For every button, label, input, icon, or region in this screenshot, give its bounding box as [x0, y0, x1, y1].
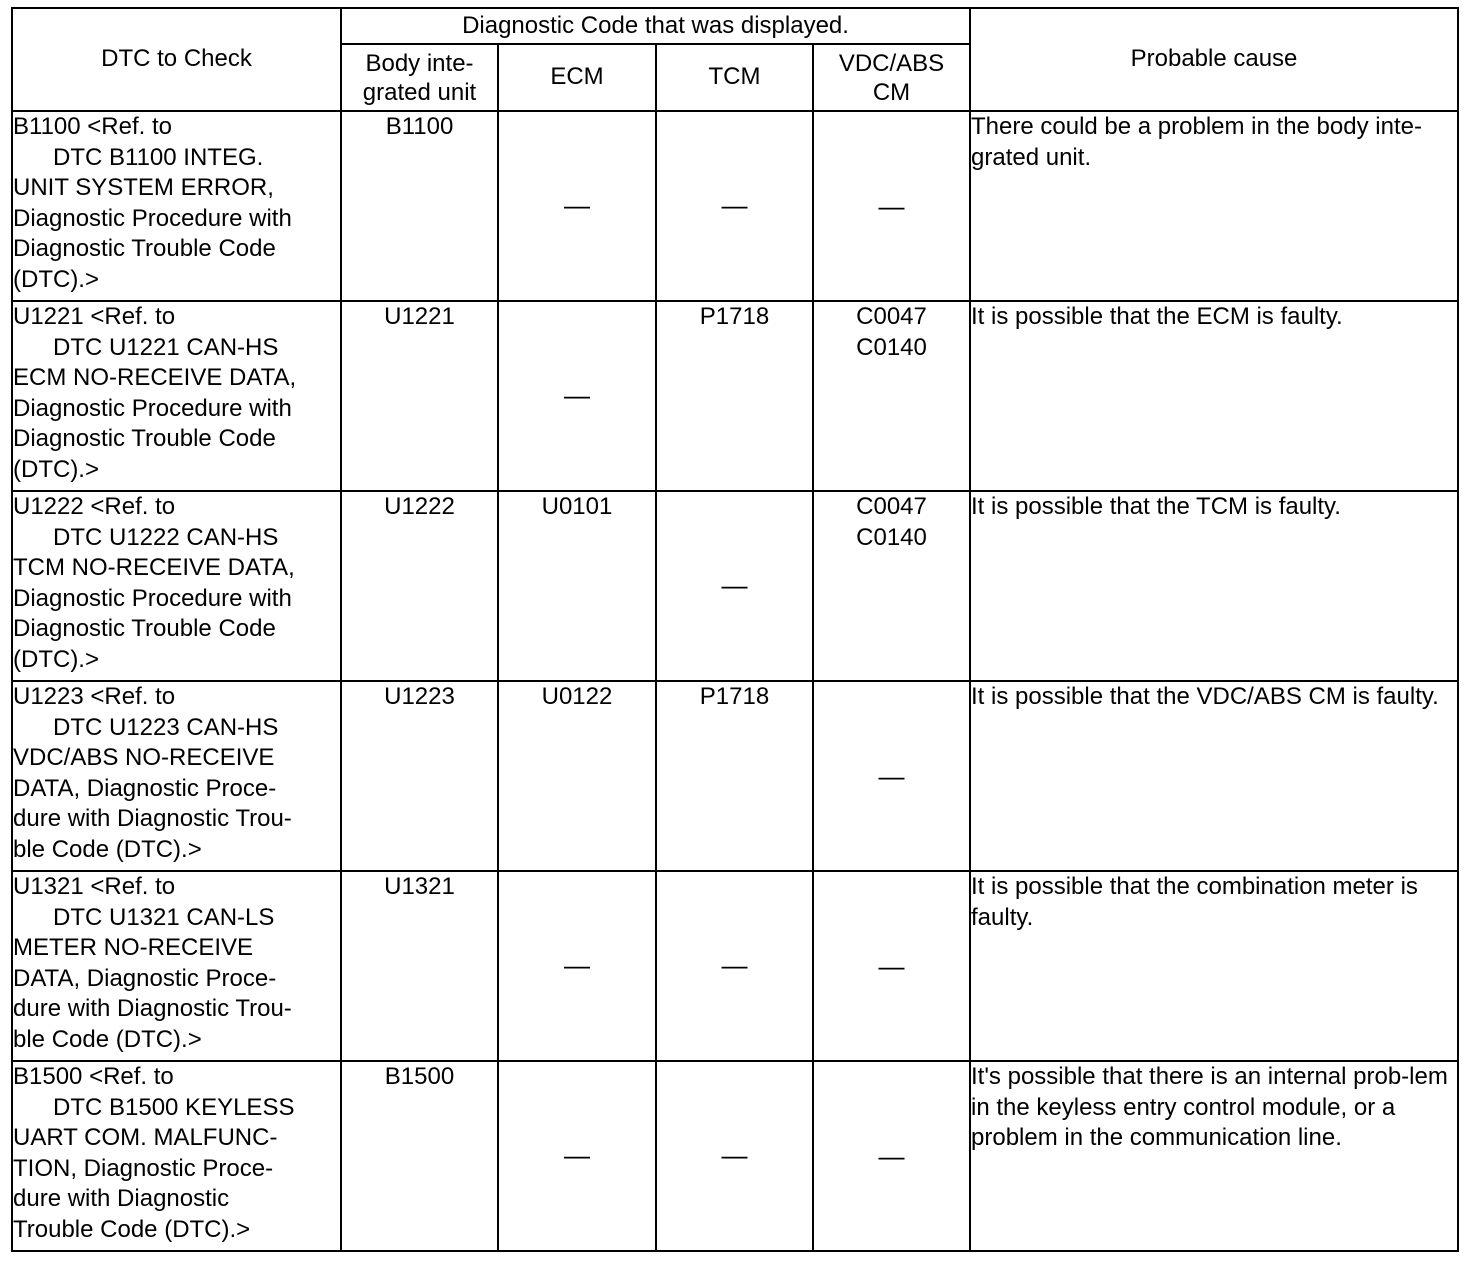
vdc-abs-code-cell — [813, 111, 970, 301]
diagnostic-code: U1222 — [384, 493, 455, 520]
body-unit-code-cell — [341, 1061, 498, 1251]
no-code-dash: — — [878, 760, 905, 791]
dtc-reference-line: Diagnostic Trouble Code — [13, 235, 276, 262]
dtc-code-link: U1221 <Ref. to — [13, 303, 176, 330]
header-vdc-abs-cm — [813, 44, 970, 111]
header-body-line-1: Body inte- — [365, 49, 474, 77]
diagnostic-code: U0122 — [541, 683, 613, 710]
probable-cause-cell: It is possible that the VDC/ABS CM is faulty. — [970, 681, 1458, 871]
header-vdc-line-1: VDC/ABS — [838, 49, 945, 77]
dtc-reference-line: (DTC).> — [13, 645, 99, 673]
header-body-integrated-unit — [341, 44, 498, 111]
header-tcm: TCM — [656, 44, 813, 111]
dtc-reference-line: ble Code (DTC).> — [13, 1025, 202, 1053]
dtc-code-link: B1500 <Ref. to — [13, 1063, 174, 1090]
diagnostic-code: B1100 — [385, 113, 454, 140]
dtc-check-cell — [12, 111, 341, 301]
dtc-check-cell — [12, 871, 341, 1061]
dtc-reference-line: TION, Diagnostic Proce- — [13, 1154, 274, 1182]
dtc-reference-line: DTC B1100 INTEG. — [53, 143, 264, 171]
ecm-code-cell — [498, 491, 656, 681]
diagnostic-code: P1718 — [699, 683, 770, 710]
body-unit-code-cell — [341, 111, 498, 301]
dtc-reference-line: DTC U1222 CAN-HS — [53, 523, 279, 551]
diagnostic-code: P1718 — [699, 303, 770, 330]
header-ecm: ECM — [498, 44, 656, 111]
no-code-dash: — — [564, 189, 590, 220]
no-code-dash: — — [564, 379, 590, 410]
no-code-dash: — — [878, 190, 905, 221]
dtc-reference-line: DATA, Diagnostic Proce- — [13, 964, 277, 992]
table-row — [12, 871, 1458, 1061]
dtc-check-cell — [12, 491, 341, 681]
no-code-dash: — — [721, 569, 748, 600]
no-code-dash: — — [721, 949, 748, 980]
dtc-check-cell — [12, 1061, 341, 1251]
dtc-reference-line: dure with Diagnostic Trou- — [13, 805, 292, 832]
tcm-code-cell — [656, 681, 813, 871]
diagnostic-code: U1223 — [384, 683, 455, 710]
table-row — [12, 111, 1458, 301]
header-dtc-to-check: DTC to Check — [12, 8, 341, 111]
dtc-reference-line: UNIT SYSTEM ERROR, — [13, 174, 274, 201]
diagnostic-code: U1321 — [384, 873, 455, 900]
dtc-code-link: U1321 <Ref. to — [13, 873, 176, 900]
diagnostic-code: C0047 — [856, 303, 927, 330]
dtc-reference-line: DATA, Diagnostic Proce- — [13, 774, 277, 802]
probable-cause-cell: It is possible that the combination meter is faulty. — [970, 871, 1458, 1061]
dtc-reference-line: Diagnostic Trouble Code — [13, 425, 276, 452]
no-code-dash: — — [721, 1139, 748, 1170]
table-row — [12, 1061, 1458, 1251]
ecm-code-cell — [498, 681, 656, 871]
dtc-reference-line: DTC U1321 CAN-LS — [53, 903, 275, 931]
dtc-check-cell — [12, 301, 341, 491]
probable-cause-cell: It is possible that the ECM is faulty. — [970, 301, 1458, 491]
dtc-reference-line: Diagnostic Trouble Code — [13, 615, 276, 642]
dtc-reference-line: TCM NO-RECEIVE DATA, — [13, 554, 295, 581]
dtc-code-link: U1222 <Ref. to — [13, 493, 176, 520]
dtc-table — [11, 7, 1459, 1252]
dtc-reference-line: ECM NO-RECEIVE DATA, — [13, 364, 297, 391]
dtc-reference-line: DTC B1500 KEYLESS — [53, 1093, 295, 1121]
no-code-dash: — — [878, 1140, 905, 1171]
probable-cause-cell: There could be a problem in the body inte-grated unit. — [970, 111, 1458, 301]
header-body-line-2: grated unit — [362, 78, 477, 106]
no-code-dash: — — [564, 1139, 590, 1170]
probable-cause-cell: It's possible that there is an internal prob-lem in the keyless entry control module, or a problem in the communication line. — [970, 1061, 1458, 1251]
dtc-reference-line: Diagnostic Procedure with — [13, 584, 292, 612]
dtc-reference-line: METER NO-RECEIVE — [13, 934, 254, 961]
tcm-code-cell — [656, 301, 813, 491]
ecm-code-cell — [498, 111, 656, 301]
dtc-reference-line: Diagnostic Procedure with — [13, 204, 292, 232]
vdc-abs-code-cell — [813, 681, 970, 871]
table-row — [12, 301, 1458, 491]
dtc-reference-line: (DTC).> — [13, 455, 99, 483]
header-probable-cause: Probable cause — [970, 8, 1458, 111]
dtc-reference-line: VDC/ABS NO-RECEIVE — [13, 744, 275, 771]
vdc-abs-code-cell — [813, 301, 970, 491]
diagnostic-code: B1500 — [384, 1063, 455, 1090]
diagnostic-code: U1221 — [384, 303, 455, 330]
dtc-reference-line: UART COM. MALFUNC- — [13, 1124, 278, 1151]
diagnostic-code: C0140 — [856, 333, 927, 361]
dtc-code-link: U1223 <Ref. to — [13, 683, 176, 710]
tcm-code-cell — [656, 491, 813, 681]
vdc-abs-code-cell — [813, 1061, 970, 1251]
vdc-abs-code-cell — [813, 871, 970, 1061]
body-unit-code-cell — [341, 681, 498, 871]
vdc-abs-code-cell — [813, 491, 970, 681]
diagnostic-code: C0140 — [856, 523, 927, 551]
header-diagnostic-code-group: Diagnostic Code that was displayed. — [341, 8, 970, 44]
dtc-reference-line: Trouble Code (DTC).> — [13, 1215, 251, 1243]
header-vdc-line-2: CM — [872, 78, 911, 106]
table-row — [12, 491, 1458, 681]
body-unit-code-cell — [341, 491, 498, 681]
no-code-dash: — — [564, 949, 590, 980]
tcm-code-cell — [656, 871, 813, 1061]
ecm-code-cell — [498, 301, 656, 491]
body-unit-code-cell — [341, 301, 498, 491]
tcm-code-cell — [656, 111, 813, 301]
probable-cause-cell: It is possible that the TCM is faulty. — [970, 491, 1458, 681]
body-unit-code-cell — [341, 871, 498, 1061]
diagnostic-code: C0047 — [856, 493, 927, 520]
dtc-reference-line: DTC U1221 CAN-HS — [53, 333, 279, 361]
tcm-code-cell — [656, 1061, 813, 1251]
no-code-dash: — — [721, 189, 748, 220]
dtc-check-cell — [12, 681, 341, 871]
dtc-reference-line: DTC U1223 CAN-HS — [53, 713, 279, 741]
dtc-reference-line: (DTC).> — [13, 265, 99, 293]
table-row — [12, 681, 1458, 871]
dtc-reference-line: Diagnostic Procedure with — [13, 394, 292, 422]
table-body — [12, 111, 1458, 1251]
dtc-reference-line: dure with Diagnostic — [13, 1185, 230, 1212]
ecm-code-cell — [498, 871, 656, 1061]
dtc-code-link: B1100 <Ref. to — [13, 113, 172, 140]
ecm-code-cell — [498, 1061, 656, 1251]
dtc-reference-line: dure with Diagnostic Trou- — [13, 995, 292, 1022]
diagnostic-code: U0101 — [541, 493, 613, 520]
dtc-reference-line: ble Code (DTC).> — [13, 835, 202, 863]
no-code-dash: — — [878, 950, 905, 981]
